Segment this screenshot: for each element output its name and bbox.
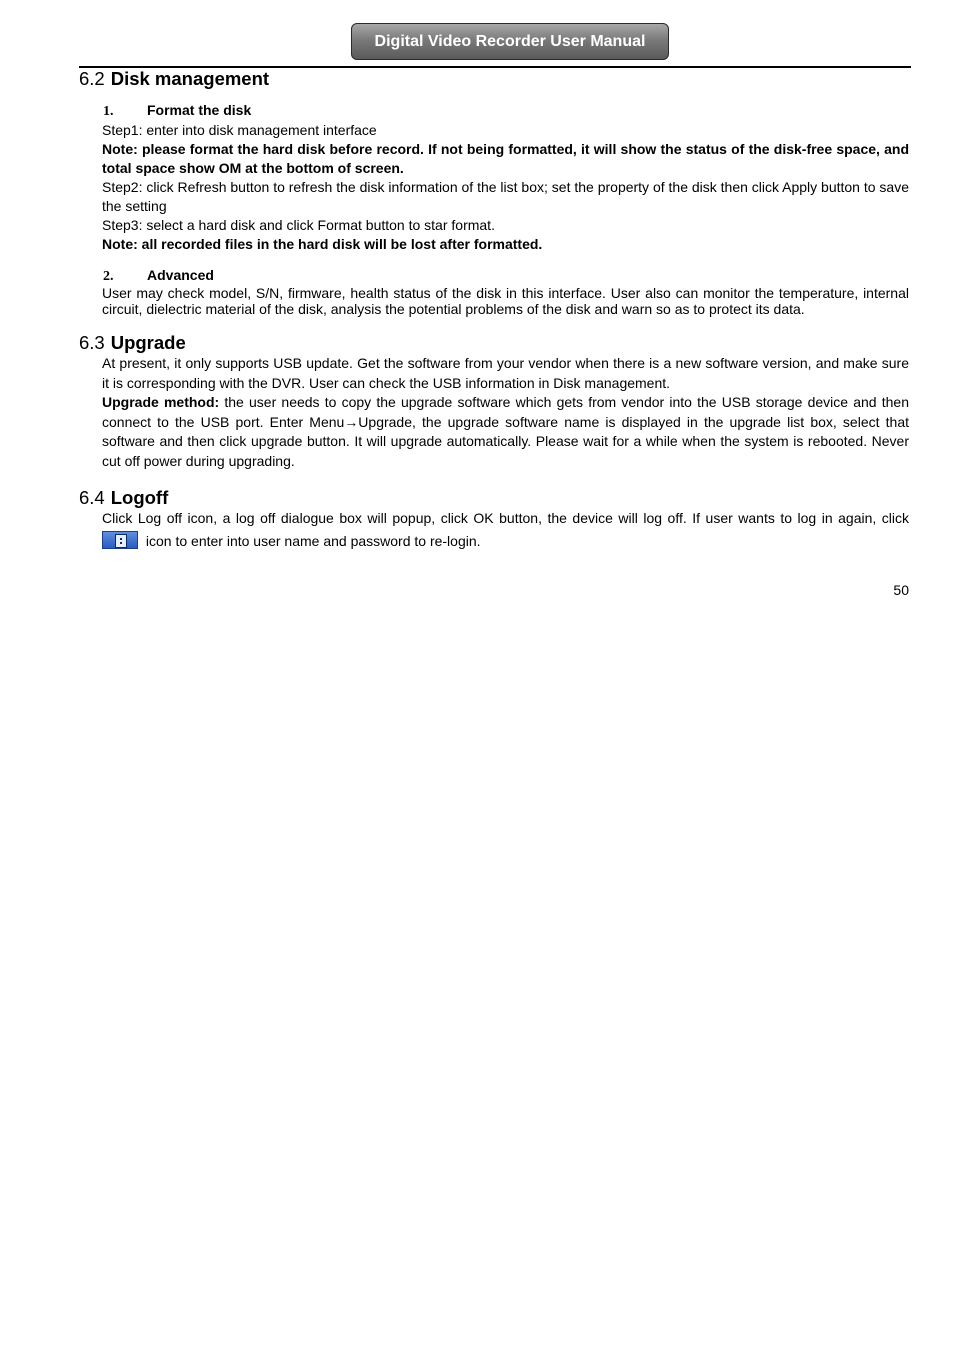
format-step1: Step1: enter into disk management interface: [102, 122, 377, 138]
format-note2: Note: all recorded files in the hard disk will be lost after formatted.: [102, 236, 543, 252]
section-heading-logoff: 6.4 Logoff: [79, 487, 169, 508]
upgrade-method: [102, 393, 909, 471]
upgrade-text: At present, it only supports USB update. Get the software from your vendor when there is a new software version, and make sure it is corresponding with the DVR. User can check the USB information in Disk management.: [102, 355, 909, 391]
section-heading-upgrade: 6.3 Upgrade: [79, 332, 186, 353]
format-step2: Step2: click Refresh button to refresh the disk information of the list box; set the property of the disk then click Apply button to save the setting: [102, 179, 909, 214]
section-heading-disk-management: 6.2 Disk management: [79, 68, 270, 89]
manual-title-badge: Digital Video Recorder User Manual: [351, 23, 669, 60]
logoff-icon: [102, 531, 138, 549]
format-step3: Step3: select a hard disk and click Format button to star format.: [102, 217, 495, 233]
subheading-advanced: 2. Advanced: [103, 267, 214, 284]
advanced-text: User may check model, S/N, firmware, health status of the disk in this interface. User also can monitor the temperature, internal circuit, dielectric material of the disk, analysis the potential problems of the disk and warn so as to protect its data.: [102, 285, 909, 317]
upgrade-method-label: Upgrade method:: [102, 394, 220, 410]
logoff-text: Click Log off icon, a log off dialogue box will popup, click OK button, the device will log off. If user wants to log in again, click icon to enter into user name and password to re-login.: [102, 510, 909, 549]
upgrade-method-text: the user needs to copy the upgrade software which gets from vendor into the USB storage device and then connect to the USB port. Enter Menu→Upgrade, the upgrade software name is displayed in the upgrade list box, select that software and then click upgrade button. It will upgrade automatically. Please wait for a while when the system is rebooted. Never cut off power during upgrading.: [102, 394, 910, 469]
subheading-format-disk: 1. Format the disk: [103, 102, 252, 119]
page-content: [79, 68, 909, 553]
format-note1: Note: please format the hard disk before record. If not being formatted, it will show the status of the disk-free space, and total space show OM at the bottom of screen.: [102, 141, 909, 176]
page-number: 50: [893, 582, 909, 598]
